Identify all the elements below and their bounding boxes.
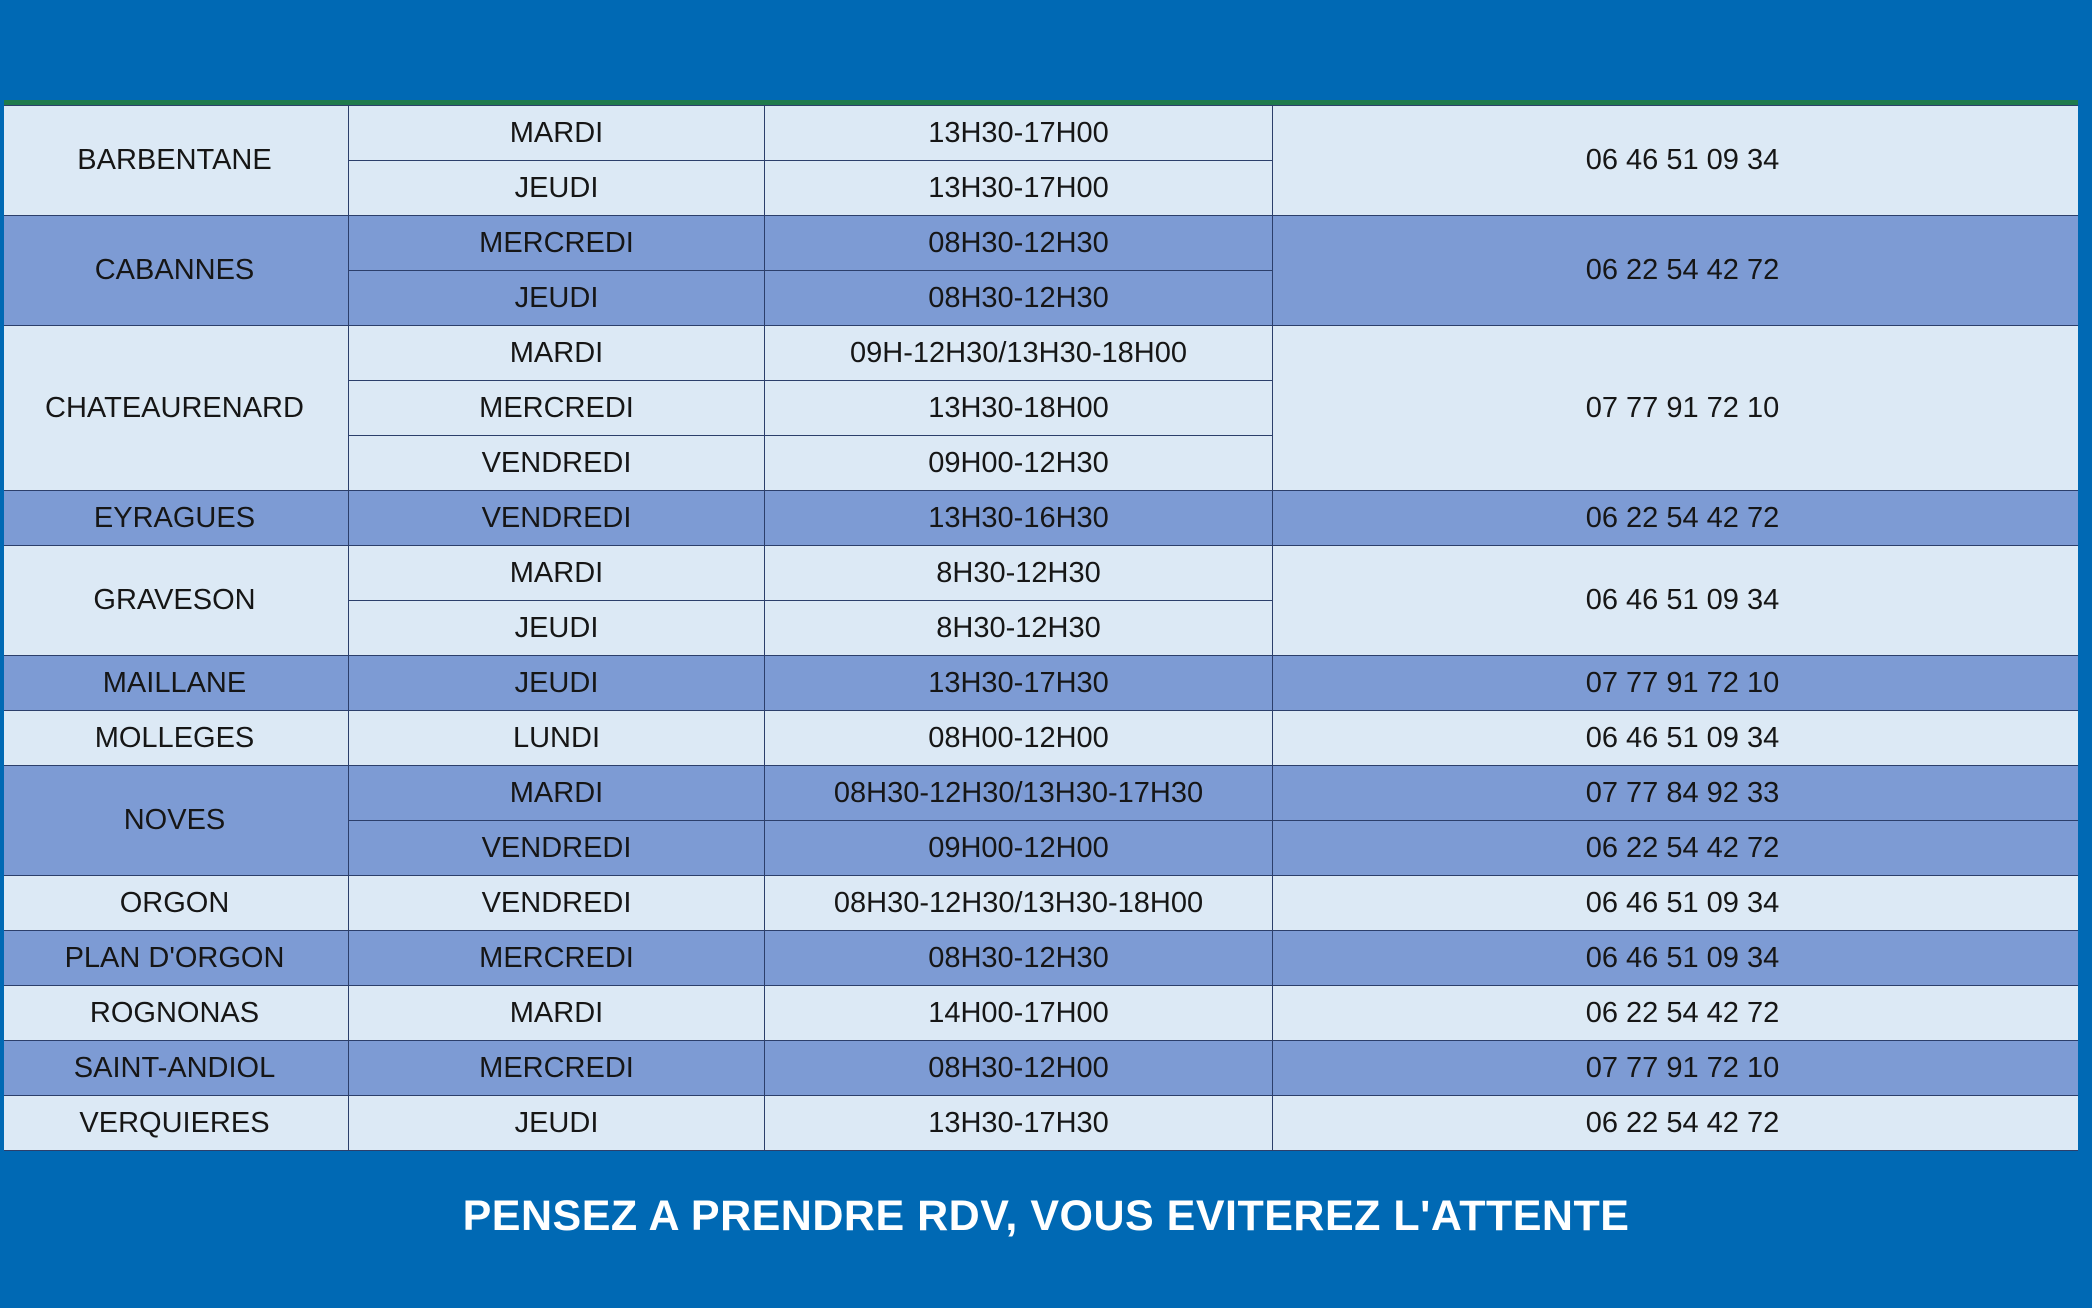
cell-hours: 08H30-12H30/13H30-18H00 (765, 876, 1273, 931)
cell-town: SAINT-ANDIOL (1, 1041, 349, 1096)
cell-hours: 14H00-17H00 (765, 986, 1273, 1041)
cell-town: NOVES (1, 766, 349, 876)
top-blue-band (0, 0, 2092, 100)
cell-town: CABANNES (1, 216, 349, 326)
cell-day: LUNDI (349, 711, 765, 766)
cell-hours: 13H30-17H30 (765, 1096, 1273, 1151)
table-row (1, 106, 2092, 161)
cell-phone: 06 22 54 42 72 (1273, 821, 2092, 876)
cell-phone: 07 77 91 72 10 (1273, 656, 2092, 711)
schedule-table-body (1, 106, 2092, 1151)
table-row (1, 711, 2092, 766)
table-row (1, 656, 2092, 711)
cell-town: MOLLEGES (1, 711, 349, 766)
footer-banner (0, 1151, 2092, 1281)
cell-hours: 08H30-12H30 (765, 931, 1273, 986)
cell-town: GRAVESON (1, 546, 349, 656)
cell-day: MARDI (349, 326, 765, 381)
cell-phone: 07 77 84 92 33 (1273, 766, 2092, 821)
cell-hours: 13H30-18H00 (765, 381, 1273, 436)
table-row (1, 766, 2092, 821)
cell-day: VENDREDI (349, 821, 765, 876)
footer-message: PENSEZ A PRENDRE RDV, VOUS EVITEREZ L'ATTENTE (462, 1191, 1630, 1240)
cell-town: MAILLANE (1, 656, 349, 711)
cell-hours: 08H30-12H30 (765, 216, 1273, 271)
cell-day: MERCREDI (349, 216, 765, 271)
cell-town: ORGON (1, 876, 349, 931)
cell-phone: 06 46 51 09 34 (1273, 106, 2092, 216)
cell-hours: 09H00-12H00 (765, 821, 1273, 876)
schedule-table (0, 105, 2092, 1151)
cell-phone: 07 77 91 72 10 (1273, 1041, 2092, 1096)
cell-day: MARDI (349, 986, 765, 1041)
cell-day: MERCREDI (349, 1041, 765, 1096)
cell-phone: 06 22 54 42 72 (1273, 491, 2092, 546)
table-row (1, 931, 2092, 986)
cell-hours: 08H00-12H00 (765, 711, 1273, 766)
cell-day: MARDI (349, 766, 765, 821)
cell-day: JEUDI (349, 601, 765, 656)
cell-hours: 08H30-12H30/13H30-17H30 (765, 766, 1273, 821)
cell-day: MERCREDI (349, 931, 765, 986)
cell-day: MARDI (349, 106, 765, 161)
table-row (1, 491, 2092, 546)
cell-hours: 13H30-16H30 (765, 491, 1273, 546)
table-row (1, 986, 2092, 1041)
cell-town: EYRAGUES (1, 491, 349, 546)
cell-phone: 06 46 51 09 34 (1273, 711, 2092, 766)
cell-day: VENDREDI (349, 876, 765, 931)
cell-phone: 06 46 51 09 34 (1273, 876, 2092, 931)
cell-town: VERQUIERES (1, 1096, 349, 1151)
cell-town: PLAN D'ORGON (1, 931, 349, 986)
cell-phone: 06 22 54 42 72 (1273, 1096, 2092, 1151)
cell-hours: 08H30-12H00 (765, 1041, 1273, 1096)
cell-phone: 06 22 54 42 72 (1273, 986, 2092, 1041)
table-row (1, 1096, 2092, 1151)
cell-hours: 13H30-17H00 (765, 106, 1273, 161)
cell-phone: 06 46 51 09 34 (1273, 546, 2092, 656)
table-row (1, 1041, 2092, 1096)
cell-hours: 8H30-12H30 (765, 601, 1273, 656)
cell-town: BARBENTANE (1, 106, 349, 216)
cell-hours: 09H-12H30/13H30-18H00 (765, 326, 1273, 381)
cell-hours: 08H30-12H30 (765, 271, 1273, 326)
cell-day: VENDREDI (349, 436, 765, 491)
cell-day: JEUDI (349, 271, 765, 326)
cell-day: JEUDI (349, 161, 765, 216)
table-row (1, 546, 2092, 601)
cell-phone: 06 22 54 42 72 (1273, 216, 2092, 326)
table-row (1, 326, 2092, 381)
cell-phone: 06 46 51 09 34 (1273, 931, 2092, 986)
left-edge-strip (0, 0, 4, 1308)
cell-day: JEUDI (349, 656, 765, 711)
cell-hours: 09H00-12H30 (765, 436, 1273, 491)
cell-day: JEUDI (349, 1096, 765, 1151)
cell-day: MARDI (349, 546, 765, 601)
cell-day: VENDREDI (349, 491, 765, 546)
cell-phone: 07 77 91 72 10 (1273, 326, 2092, 491)
cell-day: MERCREDI (349, 381, 765, 436)
schedule-table-container (0, 100, 2092, 1151)
cell-hours: 8H30-12H30 (765, 546, 1273, 601)
right-edge-strip (2078, 0, 2092, 1308)
table-row (1, 216, 2092, 271)
cell-town: ROGNONAS (1, 986, 349, 1041)
cell-hours: 13H30-17H30 (765, 656, 1273, 711)
cell-town: CHATEAURENARD (1, 326, 349, 491)
table-row (1, 876, 2092, 931)
cell-hours: 13H30-17H00 (765, 161, 1273, 216)
